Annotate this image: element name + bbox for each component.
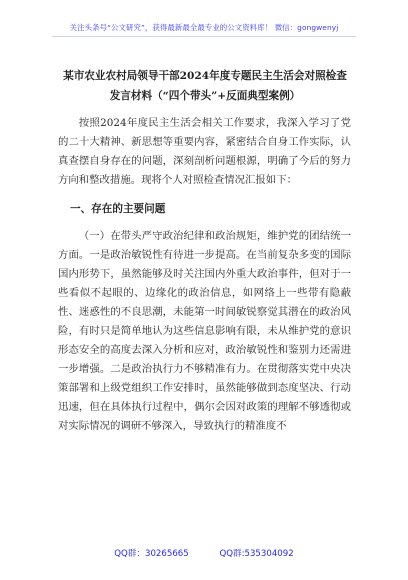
intro-paragraph: 按照2024年度民主生活会相关工作要求，我深入学习了党的二十大精神、新思想等重要内容，紧密结合自身工作实际，认真查摆自身存在的问题，深刻剖析问题根源，明确了今后的努力方向和整改措施。现将个人对照检查情况汇报如下： — [58, 117, 351, 186]
section-heading: 一、存在的主要问题 — [70, 203, 166, 215]
body-paragraph: （一）在带头严守政治纪律和政治规矩，维护党的团结统一方面。一是政治敏锐性有待进一步提高。在当前复杂多变的国际国内形势下，虽然能够及时关注国内外重大政治事件，但对于一些看似不起眼的、边缘化的政治信息，如网络上一些带有隐蔽性、迷惑性的不良思潮，未能第一时间敏锐察觉其潜在的政治风险，有时只是简单地认为这些信息影响有限，未从维护党的意识形态安全的高度去深入分析和应对，政治敏锐性和鉴别力还需进一步增强。二是政治执行力不够精准有力。在贯彻落实党中央决策部署和上级党组织工作安排时，虽然能够做到态度坚决、行动迅速，但在具体执行过程中，偶尔会因对政策的理解不够透彻或对实际情况的调研不够深入，导致执行的精准度不 — [58, 230, 351, 432]
footer-qq-group-2: QQ群:535304092 — [219, 549, 294, 559]
footer — [0, 547, 408, 559]
footer-qq-group-1: QQ群：30265665 — [114, 549, 189, 559]
document-title: 某市农业农村局领导干部2024年度专题民主生活会对照检查发言材料（“四个带头”+反面典型案例） — [63, 70, 347, 102]
document-body — [58, 114, 351, 436]
header-divider — [52, 36, 356, 37]
header-banner: 关注头条号“公文研究”，获得最新最全最专业的公文资料库！ 微信：gongwenyj — [69, 23, 339, 32]
